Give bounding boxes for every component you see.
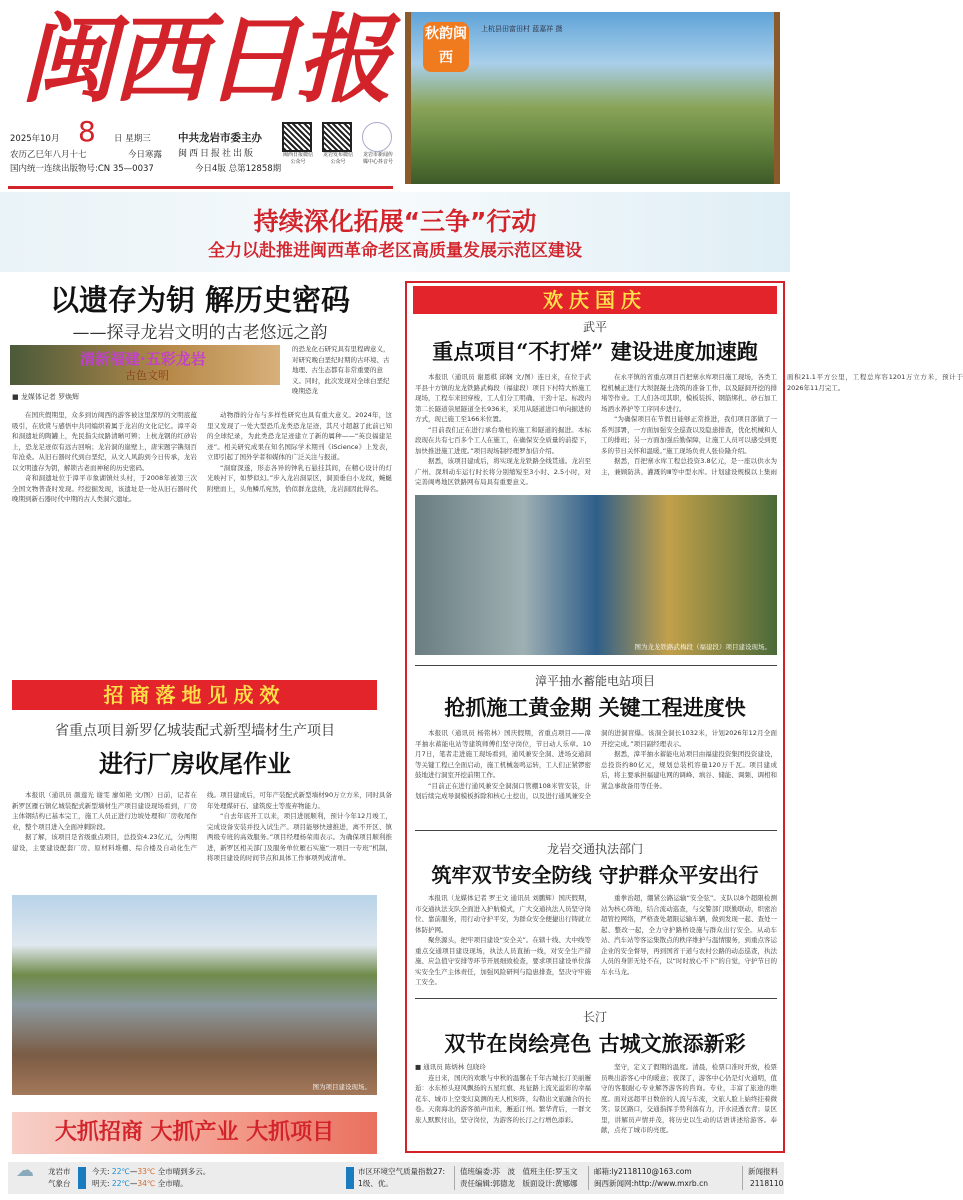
paragraph: 坚守，定义了假期的温度。清晨，检票口准时开放，检票员唤出游客心中的暖意；夜深了，游客中心仍是灯火通明，值守的客服耐心专业解答游客的咨询。专业，丰富了旅途的维度。面对远超平日数倍的人流与车流，文旅人脸上始终挂着微笑；景区路口，交通指挥手势利落有力，汗水浸透衣背；景区里，讲解员声情并茂，将历史以生动的话语讲述给游客。奉献，点亮了城市的亮度。 (601, 1063, 777, 1134)
paragraph: “洞窟深遂，形态各异的钟乳石悬挂其间，在精心设计的灯光映衬下，如梦似幻。”步入龙岩洞景区，洞顶垂白小龙纹，蜿蜒附壁而上，头角鳞爪宛然，恰似群龙盘绕，龙岩洞因此得名。 (207, 463, 392, 493)
paragraph: 据悉，百把寨水库工程总投资3.8亿元，是一座以供水为主，兼顾防洪、灌溉的Ⅲ等中型水库。计划建设规模以上集雨面积21.1平方公里，工程总库容1201万立方米，预计于2026年11月完工。 (601, 373, 963, 476)
footer-divider (742, 1166, 743, 1190)
paragraph: 本报讯（通讯员 杨铭林）国庆假期，省重点项目——漳平抽水蓄能电站等建筑师傅们坚守岗位，节日动人乐章。10月7日，笔者走进施工现场看到，通风兼安全洞、进场交通洞等关键工程已全面启动，施工机械轰鸣运转，工人们正紧锣密鼓地进行洞室开挖前期工作。 (415, 729, 591, 779)
railway-photo (415, 495, 777, 655)
director-on-duty: 值班主任:罗玉文 (522, 1167, 578, 1176)
footer-divider (454, 1166, 455, 1190)
paragraph: 本报讯（龙媒体记者 罗王文 通讯员 刘鹏辉）国庆假期，市交通执法支队全面进入护航模式，广大交通执法人员坚守岗位、靠前服务，用行动守护平安，为群众安全便捷出行铸就立体防护网。 (415, 894, 591, 934)
tomorrow-desc: 全市晴。 (157, 1179, 188, 1188)
article-kicker: 龙岩交通执法部门 (546, 842, 643, 856)
photo-badge: 秋韵闽西 (423, 22, 469, 72)
sponsor: 中共龙岩市委主办 (178, 132, 262, 144)
photo-caption: 上杭县田富田村 蓝嘉祥 摄 (481, 25, 563, 33)
weather-station: 龙岩市气象台 (48, 1167, 71, 1188)
article-kicker: 长汀 (582, 1010, 607, 1024)
qr-label: 龙岩市新闻传媒中心抖音号 (362, 152, 393, 165)
masthead-rule (8, 186, 393, 189)
photo-caption: 图为龙龙铁路武梅段（福建段）项目建设现场。 (634, 643, 771, 651)
air-quality-level: 1级、优。 (358, 1179, 393, 1188)
investment-kicker: 省重点项目新罗亿城装配式新型墙材生产项目 (55, 723, 335, 739)
solar-term: 今日寒露 (128, 150, 163, 160)
paragraph: 在永平镇的省重点项目百把寨水库项目施工现场，各类工程机械正进行大坝混凝土浇筑的准备工作，以及隧洞开挖的排堵等作业。工人们各司其职，模板装拆、钢筋绑扎、砂石加工场洒水养护等工序同步进行。 (601, 373, 777, 413)
paragraph: “目前我们正在进行承台墩柱的施工和隧道的掘进。本标段现在共有七百多个工人在施工，在确保安全质量的前提下，加快推进施工进度。”项目现场制经理罗加信介绍。 (415, 425, 591, 455)
qr-codes (282, 122, 394, 166)
footer-divider (588, 1166, 589, 1190)
qr-code-icon (322, 122, 352, 152)
article-kicker: 漳平抽水蓄能电站项目 (534, 674, 655, 688)
article-title: 抢抓施工黄金期 关键工程进度快 (444, 695, 746, 720)
article-title: 双节在岗绘亮色 古城文旅添新彩 (444, 1031, 746, 1056)
article-title: 筑牢双节安全防线 守护群众平安出行 (431, 863, 759, 887)
hotline-label: 新闻报料 (748, 1167, 778, 1176)
banner-line1: 持续深化拓展“三争”行动 (253, 207, 537, 236)
article-body (415, 728, 777, 823)
article-body (415, 1062, 777, 1148)
weekday: 日 星期三 (114, 134, 151, 144)
lead-byline: ■ 龙媒体记者 罗焕辉 (12, 393, 80, 401)
paragraph: “目前正在进行通风兼安全洞洞口管棚108米管安装，计划后续完成导洞模板拆除和核心土挖出，以及进行通风兼安全洞的进洞盲爆。该洞全洞长1032米，计划2026年12月全面开挖完成。”项目副经理表示。 (415, 729, 777, 800)
lead-subtitle: ——探寻龙岩文明的古老悠远之韵 (72, 323, 328, 343)
qr-code-icon (282, 122, 312, 152)
photo-caption: 图为项目建设现场。 (312, 1083, 371, 1091)
paragraph: 聚焦源头，把牢项目建设“安全关”。在辖十线、大中线等重点交通项目建设现场，执法人员直插一线，对安全生产措施、应急值守安排等环节开展细致检查，要求项目建设单位落实安全生产主体责任，加强风险研判与隐患排查，坚决守牢施工安全。 (415, 936, 591, 986)
paragraph: 奇和洞遗址位于漳平市象湖镇灶头村，于2008年被第三次全国文物普查时发现。经挖掘发现，该遗址是一处从旧石器时代晚期到新石器时代中期的古人类洞穴遗址。 (12, 474, 197, 503)
image-subtitle: 古色文明 (125, 369, 169, 382)
cn-number: 国内统一连续出版物号:CN 35—0037 (10, 164, 154, 174)
air-tag-icon (346, 1167, 354, 1193)
article-body (415, 893, 777, 993)
section-header-investment: 招商落地见成效 (12, 680, 377, 710)
divider (415, 830, 777, 831)
paragraph: 本报讯（通讯员 颜莲光 谢雯 廖如艳 文/图）日前，记者在新罗区雁石镇亿城装配式新型墙材生产项目建设现场看到，厂房主体钢结构已基本完工，施工人员正进行边坡处理和厂房收尾作业，整个项目进入全面冲刺阶段。 (12, 791, 197, 831)
editor-on-duty: 值班编委:苏 波 (460, 1167, 516, 1176)
air-quality-index: 市区环境空气质量指数27: (358, 1167, 446, 1176)
today-high: 33℃ (137, 1167, 156, 1176)
today-desc: 全市晴到多云。 (157, 1167, 211, 1176)
article-title: 重点项目“不打烊” 建设进度加速跑 (432, 339, 758, 364)
divider (415, 998, 777, 999)
lead-body (12, 410, 392, 670)
paragraph: “为确保项目在节假日能够正常推进，我们项目部做了一系列部署，一方面加强安全巡查以及隐患排查，优化机械和人工的排班；另一方面加强后勤保障，让施工人员可以感受到更多的节日关怀和温暖。”施工现场负责人张俭隆介绍。 (601, 415, 777, 455)
email[interactable]: 邮箱:ly2118110@163.com (594, 1167, 692, 1176)
paragraph: 连日来，国庆的欢歌与中秋的温馨在千年古城长汀美丽邂逅：水东桥头迎风飘扬的五星红旗、兆征路上流光溢彩的幸福花车、城市上空变幻莫测的无人机矩阵，勾勒出文旅融合的长卷。天南海北的游客循声而来，邂逅汀州。繁华背后，一群文旅人默默付出，坚守岗位，为游客的长汀之行增色添彩。 (415, 1073, 591, 1124)
byline: ■ 通讯员 陈炳林 包晓玲 (415, 1063, 486, 1071)
publisher: 闽西日报社出版 (178, 149, 256, 159)
tomorrow-high: 34℃ (137, 1179, 156, 1188)
lead-image (10, 345, 280, 385)
tomorrow-label: 明天: (92, 1179, 110, 1188)
feature-photo (405, 12, 780, 184)
construction-photo (12, 895, 377, 1095)
air-quality (358, 1166, 445, 1190)
qr-label: 龙岩发布微信公众号 (322, 152, 353, 165)
investment-body (12, 790, 392, 890)
section-header-celebration: 欢庆国庆 (413, 286, 777, 314)
lead-title: 以遗存为钥 解历史密码 (49, 283, 351, 317)
image-title: 清新福建·五彩龙岩 (80, 350, 206, 368)
paragraph: 据悉，漳平抽水蓄能电站项目由福建投资集团投资建设，总投资约80亿元，规划总装机容量120万千瓦。项目建成后，将主要承担福建电网的调峰、填谷、储能、调频、调相和紧急事故备用等任务。 (601, 750, 777, 790)
article-kicker: 武平 (582, 320, 607, 334)
divider (415, 665, 777, 666)
paragraph: 在国庆假期里，众多到访闽西的游客被这里深厚的文明底蕴吸引，在欣赏与感悟中共同编织着属于龙岩的文化记忆。漳平奇和洞遗址的陶罐上，先民指尖纹路清晰可辨；上杭龙钢的红砂岩上，恐龙足迹似有远古回响；龙岩洞的崖壁上，唐宋题字镌刻百年沧桑。从旧石器时代到白垩纪，从文人风韵到今日传承，龙岩以文明遗存为钥，解锁古老而神秘的历史密码。 (12, 411, 197, 472)
paragraph: 本报讯（通讯员 谢恩棋 邱娴 文/图）连日来，在位于武平县十方镇的龙龙铁路武梅段（福建段）项目下村特大桥施工现场，工程车来回穿梭，工人们分工明确、干劲十足。标段内第二长隧道祟屋隧道全长936米，采用从隧道进口单向掘进的方式，现已施工至166米位置。 (415, 373, 591, 423)
paragraph: 重拳治超，绷紧公路运输“安全弦”。支队以8个超限检测站为核心阵地，结合流动巡查，与交警部门联勤联动，织密治超管控网络，严格查处超限运输车辆，做到发现一起、查处一起、整改一起，全力守护路桥设施与群众出行安全。从动车站、汽车站等客运集散点的秩序维护与温情服务，到重点客运企业的安全督导，再到国省干道与农村公路的动态巡查，执法人员的身影无处不在，以“时时放心不下”的自觉，守护节日的车水马龙。 (601, 894, 777, 976)
weather-cloud-icon: ☁ (16, 1160, 34, 1181)
date-prefix: 2025年10月 (10, 134, 60, 144)
footer-bar: ☁ 龙岩市气象台 今天: 22℃—33℃ 全市晴到多云。 明天: 22℃—34℃ 全市晴。 市区环境空气质量指数27: 1级、优。 值班编委:苏 波 值班主任:罗玉文 责任编辑:郭德龙 版面设计:黄娜娜 邮箱:ly2118110@163.com 闽西新闻网:http://www.mxrb.cn 新闻报料 2118110 (8, 1162, 784, 1194)
layout-designer: 版面设计:黄娜娜 (522, 1179, 578, 1188)
paragraph: 动物群的分布与多样性研究也具有重大意义。2024年，这里又发现了一处大型恐爪龙类恐龙足迹，其尺寸超越了此前已知的全球纪录，为此类恐龙足迹建立了新的属种——“英良福建足迹”。相关研究成果在知名国际学术期刊《iScience》上发表，立即引起了国外学者和媒体的广泛关注与报道。 (207, 411, 392, 461)
seal-icon (362, 122, 392, 152)
slogan-banner (0, 192, 790, 272)
day-number: 8 (78, 115, 96, 148)
responsible-editor: 责任编辑:郭德龙 (460, 1179, 516, 1188)
slogan-bottom-banner: 大抓招商 大抓产业 大抓项目 (12, 1112, 377, 1154)
today-label: 今天: (92, 1167, 110, 1176)
website-link[interactable]: 闽西新闻网:http://www.mxrb.cn (594, 1179, 708, 1188)
paragraph: “自去年底开工以来，项目进展顺利，预计今年12月竣工，完成设备安装并投入试生产。项目能够快速推进，离不开区、镇两级专班的高效服务。”项目经理杨荣南表示。为确保项目顺利推进，新罗区相关部门及服务单位雁石实施“一项目一专班”机制，将项目建设的时间节点和具体工作事项列成清单。 (207, 812, 392, 862)
newspaper-logo: 闽西日报 (20, 3, 388, 116)
investment-title: 进行厂房收尾作业 (99, 749, 291, 778)
lunar-date: 农历乙巳年八月十七 (10, 150, 87, 160)
qr-label: 闽西日报微信公众号 (282, 152, 313, 165)
lead-side-text: 的恐龙化石研究具有里程碑意义，对研究晚白垩纪时期的古环境、古地理、古生态都有非常重要的意义。同时，此次发现对全球白垩纪晚期恐龙 (292, 345, 390, 395)
paragraph: 据悉，该项目建成后，将实现龙龙铁路全线贯通。龙岩至广州、深圳动车运行时长将分别缩短至3小时、2.5小时，对完善闽粤地区铁路网布局具有重要意义。 (415, 457, 591, 486)
today-low: 22℃ (111, 1167, 130, 1176)
hotline-number: 2118110 (750, 1179, 784, 1188)
article-body (415, 372, 963, 490)
tomorrow-low: 22℃ (111, 1179, 130, 1188)
paragraph: 据了解，该项目是省级重点项目，总投资4.23亿元，分两期建设，主要建设配套厂房、原材料堆棚、综合楼及自动化生产线。项目建成后，可年产装配式新型墙材90万立方米，同时具备年处理煤矸石、建筑废土等废弃物能力。 (12, 791, 392, 852)
banner-line2: 全力以赴推进闽西革命老区高质量发展示范区建设 (208, 241, 582, 261)
weather-tag-icon (78, 1167, 86, 1193)
page-count: 今日4版 总第12858期 (195, 164, 282, 174)
